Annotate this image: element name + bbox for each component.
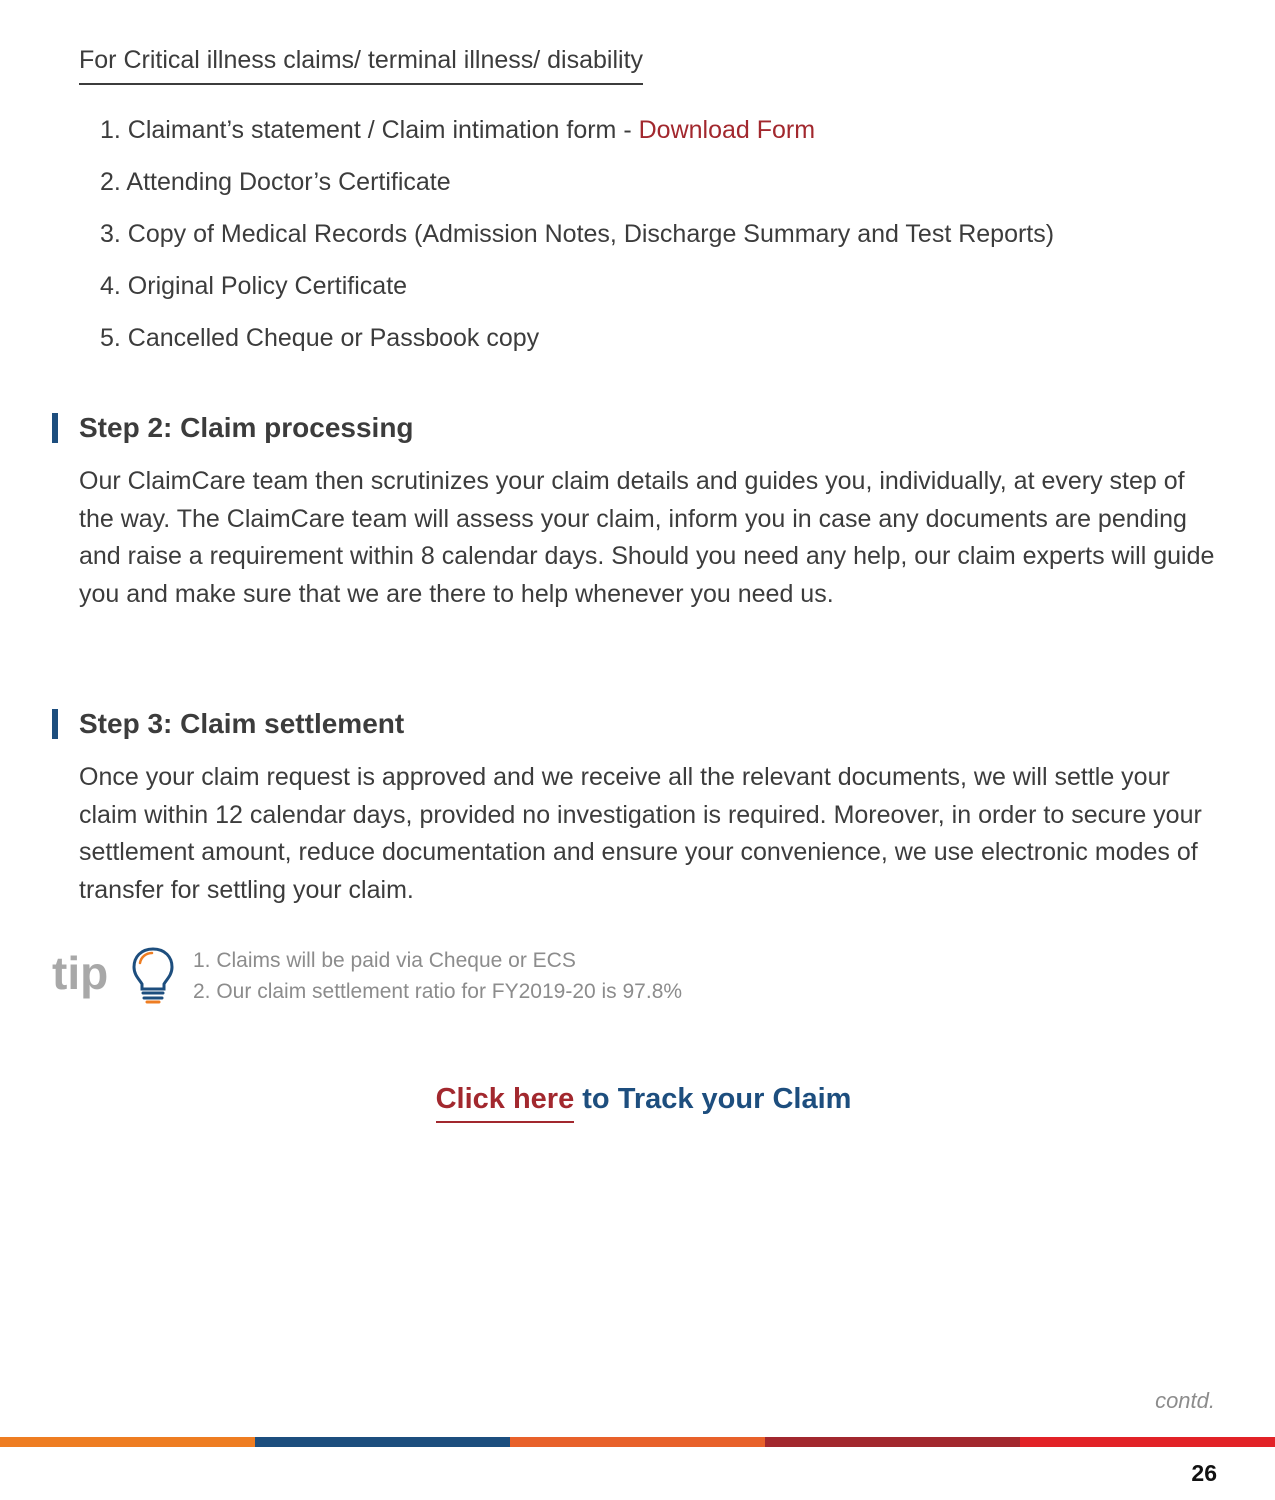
document-list: [100, 112, 1054, 372]
list-item: 2. Attending Doctor’s Certificate: [100, 168, 451, 196]
stripe: [1020, 1437, 1275, 1447]
step2-accent-bar: [52, 413, 58, 443]
critical-illness-heading: For Critical illness claims/ terminal illness/ disability: [79, 46, 643, 85]
step3-heading: Step 3: Claim settlement: [52, 707, 404, 741]
lightbulb-icon: [130, 946, 176, 1006]
step3-accent-bar: [52, 709, 58, 739]
tip-label: tip: [52, 947, 109, 999]
stripe: [765, 1437, 1020, 1447]
list-item: 5. Cancelled Cheque or Passbook copy: [100, 324, 540, 352]
step3-body: Once your claim request is approved and we receive all the relevant documents, we will settle your claim within 12 calendar days, provided no investigation is required. Moreover, in order to secure your settlement amount, reduce documentation and ensure your convenience, we use electronic modes of transfer for settling your claim.: [79, 763, 1202, 904]
stripe: [510, 1437, 765, 1447]
tip-list: [193, 945, 682, 1007]
step2-body: Our ClaimCare team then scrutinizes your claim details and guides you, individually, at every step of the way. The ClaimCare team will assess your claim, inform you in case any documents are pending and raise a requirement within 8 calendar days. Should you need any help, our claim experts will guide you and make sure that we are there to help whenever you need us.: [79, 467, 1215, 608]
page-number: 26: [1191, 1460, 1217, 1486]
download-form-link[interactable]: Download Form: [638, 116, 816, 144]
list-item: 4. Original Policy Certificate: [100, 272, 408, 300]
tip-item: 2. Our claim settlement ratio for FY2019-20 is 97.8%: [193, 980, 683, 1003]
step2-heading: Step 2: Claim processing: [52, 411, 414, 445]
click-here-link[interactable]: Click here: [436, 1083, 575, 1123]
list-item: 1. Claimant’s statement / Claim intimation form - Download Form: [100, 116, 816, 144]
contd-label: contd.: [1155, 1388, 1215, 1413]
stripe: [0, 1437, 255, 1447]
footer-color-stripes: [0, 1437, 1275, 1447]
track-claim-line: [0, 1083, 1275, 1116]
list-item: 3. Copy of Medical Records (Admission Notes, Discharge Summary and Test Reports): [100, 220, 1055, 248]
tip-item: 1. Claims will be paid via Cheque or ECS: [193, 949, 576, 972]
track-claim-text: to Track your Claim: [574, 1083, 852, 1115]
stripe: [255, 1437, 510, 1447]
